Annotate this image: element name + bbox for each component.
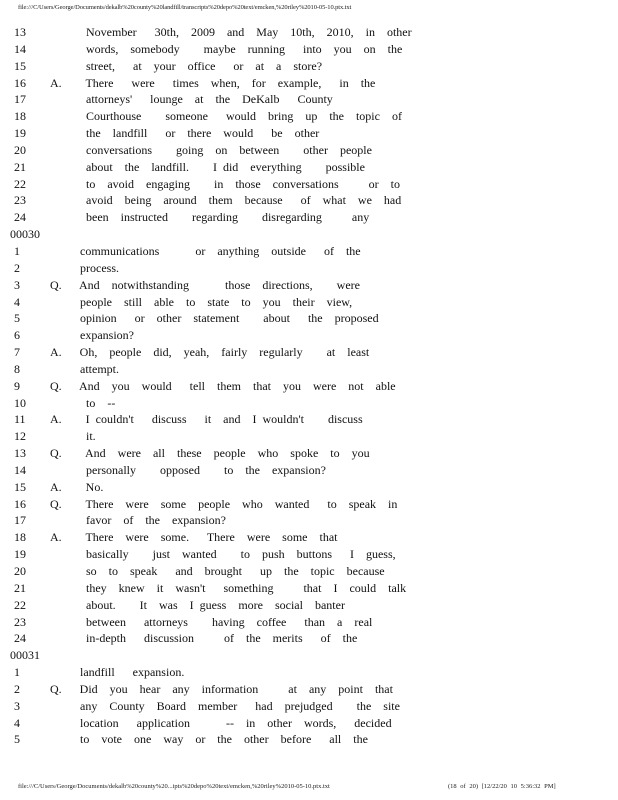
transcript-line	[10, 58, 610, 75]
line-text: Q. And were all these people who spoke to you	[50, 446, 370, 461]
page-marker	[10, 647, 610, 664]
line-text: expansion?	[50, 328, 134, 343]
transcript-line	[10, 445, 610, 462]
transcript-line	[10, 209, 610, 226]
line-number: 12	[14, 429, 26, 444]
transcript-line	[10, 580, 610, 597]
transcript-line	[10, 395, 610, 412]
transcript-line	[10, 159, 610, 176]
transcript-line	[10, 462, 610, 479]
file-path-header: file:///C/Users/George/Documents/dekalb%20county%20landfill/transcripts%20depo%20text/emcken,%20riley%2010-05-10.ptx.txt	[18, 4, 352, 11]
transcript-line	[10, 614, 610, 631]
transcript-line	[10, 496, 610, 513]
transcript-line	[10, 91, 610, 108]
line-number: 19	[14, 547, 26, 562]
line-text: favor of the expansion?	[50, 513, 226, 528]
line-number: 8	[14, 361, 20, 376]
line-text: street, at your office or at a store?	[50, 58, 323, 73]
line-text: opinion or other statement about the proposed	[50, 311, 379, 326]
transcript-line	[10, 142, 610, 159]
transcript-line	[10, 563, 610, 580]
transcript-line	[10, 24, 610, 41]
line-number: 23	[14, 193, 26, 208]
line-number: 21	[14, 580, 26, 595]
line-number: 14	[14, 41, 26, 56]
transcript-body	[10, 24, 610, 748]
line-text: A. No.	[50, 479, 104, 494]
transcript-line	[10, 428, 610, 445]
line-text: basically just wanted to push buttons I guess,	[50, 547, 396, 562]
line-text: people still able to state to you their view,	[50, 294, 353, 309]
line-text: about the landfill. I did everything possible	[50, 159, 365, 174]
transcript-line	[10, 192, 610, 209]
page-marker-text: 00031	[10, 648, 40, 663]
transcript-line	[10, 597, 610, 614]
transcript-line	[10, 327, 610, 344]
line-text: to vote one way or the other before all the	[50, 732, 368, 747]
line-number: 20	[14, 142, 26, 157]
line-text: any County Board member had prejudged the site	[50, 698, 400, 713]
transcript-line	[10, 243, 610, 260]
line-text: words, somebody maybe running into you on the	[50, 41, 403, 56]
line-text: process.	[50, 260, 119, 275]
line-text: attorneys' lounge at the DeKalb County	[50, 92, 333, 107]
line-text: personally opposed to the expansion?	[50, 462, 326, 477]
transcript-line	[10, 75, 610, 92]
transcript-line	[10, 630, 610, 647]
line-text: so to speak and brought up the topic because	[50, 564, 385, 578]
line-number: 6	[14, 328, 20, 343]
transcript-line	[10, 277, 610, 294]
line-number: 21	[14, 159, 26, 174]
line-text: A. I couldn't discuss it and I wouldn't discuss	[50, 412, 363, 427]
line-text: to avoid engaging in those conversations or to	[50, 176, 400, 191]
line-text: in-depth discussion of the merits of the	[50, 631, 358, 646]
transcript-line	[10, 41, 610, 58]
line-text: landfill expansion.	[50, 665, 185, 680]
line-number: 20	[14, 564, 26, 578]
line-number: 15	[14, 58, 26, 73]
line-text: A. Oh, people did, yeah, fairly regularly at least	[50, 345, 370, 360]
line-text: between attorneys having coffee than a real	[50, 614, 373, 629]
line-number: 22	[14, 176, 26, 191]
line-number: 23	[14, 614, 26, 629]
line-number: 16	[14, 75, 26, 90]
transcript-line	[10, 411, 610, 428]
line-number: 13	[14, 446, 26, 461]
line-number: 15	[14, 479, 26, 494]
line-text: it.	[50, 429, 96, 444]
transcript-line	[10, 378, 610, 395]
line-number: 2	[14, 260, 20, 275]
line-number: 24	[14, 631, 26, 646]
transcript-line	[10, 125, 610, 142]
line-text: communications or anything outside of the	[50, 243, 361, 258]
page-marker	[10, 226, 610, 243]
line-number: 17	[14, 513, 26, 528]
transcript-line	[10, 529, 610, 546]
file-path-footer: file:///C/Users/George/Documents/dekalb%20county%20...ipts%20depo%20text/emcken,%20riley%2010-05-10.ptx.txt	[18, 783, 330, 790]
line-number: 10	[14, 395, 26, 410]
line-text: Courthouse someone would bring up the topic of	[50, 109, 402, 124]
line-text: A. There were some. There were some that	[50, 530, 338, 545]
transcript-line	[10, 310, 610, 327]
line-text: Q. There were some people who wanted to speak in	[50, 496, 398, 511]
transcript-line	[10, 512, 610, 529]
line-number: 1	[14, 243, 20, 258]
line-number: 11	[14, 412, 26, 427]
transcript-line	[10, 176, 610, 193]
line-number: 14	[14, 462, 26, 477]
transcript-line	[10, 664, 610, 681]
line-text: location application -- in other words, decided	[50, 715, 392, 730]
line-text: the landfill or there would be other	[50, 126, 320, 141]
line-text: avoid being around them because of what we had	[50, 193, 402, 208]
line-text: Q. And notwithstanding those directions, were	[50, 277, 360, 292]
transcript-line	[10, 344, 610, 361]
line-text: been instructed regarding disregarding any	[50, 210, 370, 225]
transcript-line	[10, 681, 610, 698]
line-text: conversations going on between other people	[50, 142, 372, 157]
line-number: 1	[14, 665, 20, 680]
line-number: 18	[14, 109, 26, 124]
line-number: 24	[14, 210, 26, 225]
transcript-line	[10, 294, 610, 311]
line-text: November 30th, 2009 and May 10th, 2010, in other	[50, 25, 412, 39]
line-text: they knew it wasn't something that I could talk	[50, 580, 407, 595]
line-text: A. There were times when, for example, in the	[50, 75, 376, 90]
line-number: 9	[14, 378, 20, 393]
line-text: attempt.	[50, 361, 119, 376]
line-number: 19	[14, 126, 26, 141]
transcript-line	[10, 546, 610, 563]
line-text: Q. And you would tell them that you were not able	[50, 378, 396, 393]
page-info-footer: (18 of 20) [12/22/20 10 5:36:32 PM]	[448, 783, 556, 790]
transcript-line	[10, 698, 610, 715]
line-number: 4	[14, 294, 20, 309]
page-marker-text: 00030	[10, 227, 40, 242]
line-number: 3	[14, 698, 20, 713]
line-number: 17	[14, 92, 26, 107]
transcript-line	[10, 260, 610, 277]
line-text: to --	[50, 395, 116, 410]
line-number: 13	[14, 25, 26, 39]
line-number: 16	[14, 496, 26, 511]
transcript-line	[10, 479, 610, 496]
line-number: 3	[14, 277, 20, 292]
transcript-line	[10, 715, 610, 732]
transcript-line	[10, 731, 610, 748]
line-text: about. It was I guess more social banter	[50, 597, 345, 612]
line-number: 22	[14, 597, 26, 612]
line-text: Q. Did you hear any information at any point that	[50, 681, 393, 696]
line-number: 2	[14, 681, 20, 696]
transcript-line	[10, 108, 610, 125]
line-number: 18	[14, 530, 26, 545]
line-number: 7	[14, 345, 20, 360]
line-number: 5	[14, 311, 20, 326]
line-number: 5	[14, 732, 20, 747]
line-number: 4	[14, 715, 20, 730]
transcript-line	[10, 361, 610, 378]
